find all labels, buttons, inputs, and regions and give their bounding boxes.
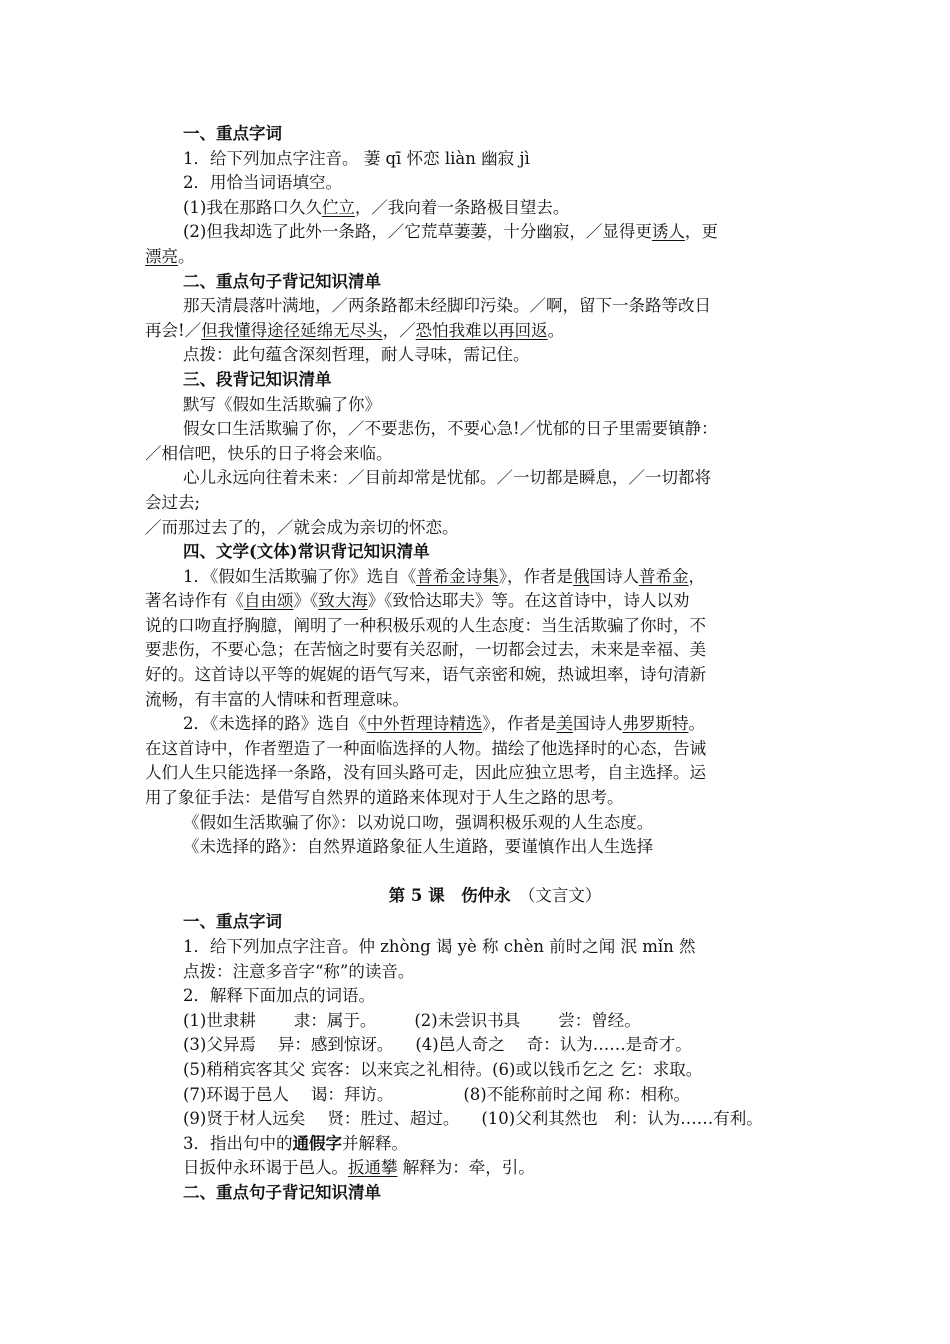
poem-text: 假女口生活欺骗了你，／不要悲伤，不要心急!／忧郁的日子里需要镇静： xyxy=(183,419,718,439)
underlined-answer: 但我懂得途径延绵无尽头 xyxy=(201,320,383,340)
body-text: 著名诗作有《自由颂》《致大海》《致恰达耶夫》等。在这首诗中，诗人以劝 xyxy=(145,591,690,611)
question-text: 3．指出句中的通假字并解释。 xyxy=(183,1133,408,1153)
explanation-line: (5)稍稍宾客其父 宾客：以来宾之礼相待。(6)或以钱币乞之 乞：求取。 xyxy=(183,1059,703,1079)
underlined-answer: 致大海 xyxy=(318,591,368,611)
explanation-line: (7)环谒于邑人 谒：拜访。 (8)不能称前时之闻 称：相称。 xyxy=(183,1084,690,1104)
explanation-line: (3)父异焉 异：感到惊讶。 (4)邑人奇之 奇：认为……是奇才。 xyxy=(183,1035,692,1055)
poem-text: 会过去; xyxy=(145,492,201,512)
fill-answer-line: (2)但我却选了此外一条路，／它荒草萋萋，十分幽寂，／显得更诱人，更 xyxy=(183,222,718,242)
summary-text: 《假如生活欺骗了你》：以劝说口吻，强调积极乐观的人生态度。 xyxy=(183,812,654,832)
section-heading: 二、重点句子背记知识清单 xyxy=(183,1182,381,1202)
explanation-line: (9)贤于材人远矣 贤：胜过、超过。 (10)父利其然也 利：认为……有利。 xyxy=(183,1109,763,1129)
body-text: 说的口吻直抒胸臆，阐明了一种积极乐观的人生态度：当生活欺骗了你时，不 xyxy=(145,615,706,635)
bold-term: 通假字 xyxy=(292,1133,342,1153)
summary-text: 《未选择的路》：自然界道路象征人生道路，要谨慎作出人生选择 xyxy=(183,837,654,857)
answer-line: 日扳仲永环谒于邑人。扳通攀 解释为：牵，引。 xyxy=(183,1158,535,1178)
underlined-answer: 扳通攀 xyxy=(348,1158,398,1178)
poem-text: 心儿永远向往着未来：／目前却常是忧郁。／一切都是瞬息，／一切都将 xyxy=(183,468,711,488)
document-page xyxy=(145,122,805,1206)
section-heading: 一、重点字词 xyxy=(183,124,282,143)
body-text: 再会!／但我懂得途径延绵无尽头，／恐怕我难以再回返。 xyxy=(145,320,565,340)
fill-answer-line: (1)我在那路口久久伫立，／我向着一条路极目望去。 xyxy=(183,197,570,217)
fill-answer-line: 漂亮。 xyxy=(145,246,195,266)
body-text: 用了象征手法：是借写自然界的道路来体现对于人生之路的思考。 xyxy=(145,788,624,808)
question-text: 2．解释下面加点的词语。 xyxy=(183,986,375,1006)
section-heading: 三、段背记知识清单 xyxy=(183,369,332,389)
underlined-answer: 普希金 xyxy=(639,566,689,586)
underlined-answer: 中外哲理诗精选 xyxy=(366,714,483,734)
body-text: 人们人生只能选择一条路，没有回头路可走，因此应独立思考，自主选择。运 xyxy=(145,763,706,783)
underlined-answer: 弗罗斯特 xyxy=(622,714,689,734)
body-text: 2．《未选择的路》选自《中外哲理诗精选》，作者是美国诗人弗罗斯特。 xyxy=(183,714,705,734)
body-text: 1．《假如生活欺骗了你》选自《普希金诗集》，作者是俄国诗人普希金， xyxy=(183,566,705,586)
lesson-title-tail: （文言文） xyxy=(527,885,602,905)
underlined-answer: 伫立 xyxy=(321,197,355,217)
section-heading: 一、重点字词 xyxy=(183,912,282,932)
tip-text: 点拨：此句蕴含深刻哲理，耐人寻味，需记住。 xyxy=(183,345,530,365)
question-text: 1．给下列加点字注音。 萋 qī 怀恋 liàn 幽寂 jì xyxy=(183,148,530,168)
section-heading: 四、文学(文体)常识背记知识清单 xyxy=(183,542,430,562)
underlined-answer: 诱人 xyxy=(651,222,685,242)
body-text: 流畅，有丰富的人情味和哲理意味。 xyxy=(145,689,409,709)
body-text: 在这首诗中，作者塑造了一种面临选择的人物。描绘了他选择时的心态，告诫 xyxy=(145,738,706,758)
body-text: 那天清晨落叶满地，／两条路都未经脚印污染。／啊，留下一条路等改日 xyxy=(183,296,711,316)
tip-text: 点拨：注意多音字“称”的读音。 xyxy=(183,961,415,981)
section-heading: 二、重点句子背记知识清单 xyxy=(183,271,381,291)
underlined-answer: 漂亮 xyxy=(145,246,178,266)
body-text: 要悲伤，不要心急；在苦恼之时要有关忍耐，一切都会过去，未来是幸福、美 xyxy=(145,640,706,660)
underlined-answer: 普希金诗集 xyxy=(416,566,499,586)
poem-text: ／相信吧，快乐的日子将会来临。 xyxy=(145,443,393,463)
body-text: 默写《假如生活欺骗了你》 xyxy=(183,394,381,414)
underlined-answer: 美 xyxy=(556,714,573,734)
question-text: 1．给下列加点字注音。仲 zhòng 谒 yè 称 chèn 前时之闻 泯 mǐn 然 xyxy=(183,937,696,956)
underlined-answer: 俄 xyxy=(573,566,590,586)
question-text: 2．用恰当词语填空。 xyxy=(183,173,342,193)
lesson-title: 第 5 课 伤仲永 （文言文） xyxy=(388,885,602,905)
underlined-answer: 自由颂 xyxy=(244,591,294,611)
poem-text: ／而那过去了的，／就会成为亲切的怀恋。 xyxy=(145,517,459,537)
explanation-line: (1)世隶耕 隶：属于。 (2)未尝识书具 尝：曾经。 xyxy=(183,1010,641,1030)
underlined-answer: 恐怕我难以再回返 xyxy=(415,320,548,340)
body-text: 好的。这首诗以平等的娓娓的语气写来，语气亲密和婉，热诚坦率，诗句清新 xyxy=(145,665,706,685)
